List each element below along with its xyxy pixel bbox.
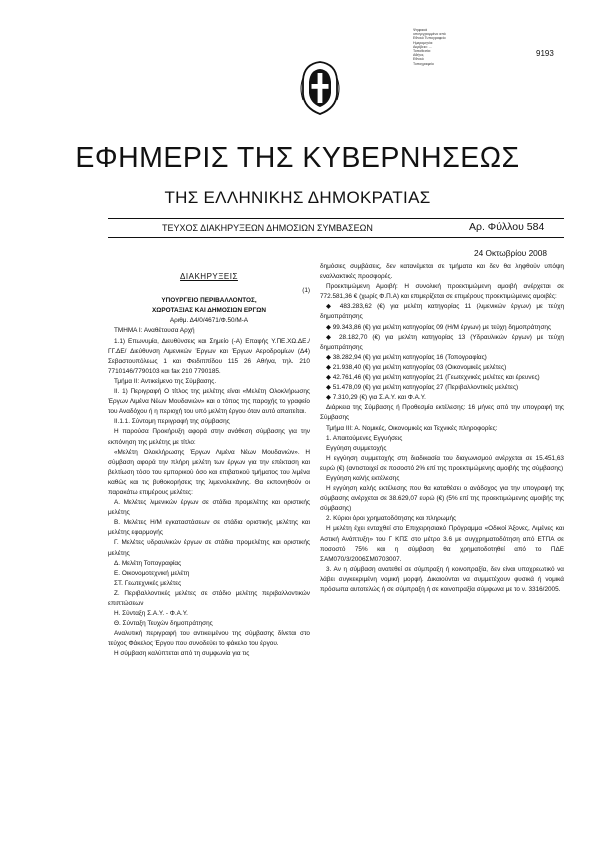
paragraph: Η παρούσα Προκήρυξη αφορά στην ανάθεση σύμβασης για την εκπόνηση της μελέτης με τίτλο: [108, 428, 310, 446]
right-column [320, 262, 564, 595]
paragraph: 1.1) Επωνυμία, Διευθύνσεις και Σημείο (-Α) Επαφής Υ.ΠΕ.ΧΩ.ΔΕ./ ΓΓ.ΔΕ/ Διεύθυνση Λιμενικών Έργων και Έργων Αεροδρομίων (Δ4) Σεβαστουπόλεως 1 και Φειδιππίδου 115 26 Αθήνα, τηλ. 210 7710146/7790103 και fax 210 7790185. [108, 337, 310, 375]
paragraph: Γ. Μελέτες υδραυλικών έργων σε στάδια προμελέτης και οριστικής μελέτης [108, 539, 310, 557]
paragraph: Ε. Οικονομοτεχνική μελέτη [114, 569, 190, 577]
greek-coat-of-arms-icon [300, 58, 340, 116]
stamp-line: Ημερομηνία: [413, 40, 434, 45]
announcement-number: (1) [302, 287, 310, 295]
paragraph: Διάρκεια της Σύμβασης ή Προθεσμία εκτέλεσης: 16 μήνες από την υπογραφή της Σύμβασης [320, 404, 564, 422]
paragraph: Δ. Μελέτη Τοπογραφίας [114, 559, 182, 567]
stamp-line: Τυπογραφείο [413, 61, 434, 66]
paragraph: Η σύμβαση καλύπτεται από τη συμφωνία για τις [114, 650, 250, 658]
digital-signature-stamp [413, 28, 475, 66]
paragraph: «Μελέτη Ολοκλήρωσης Έργων Λιμένα Νέων Μουδανιών». Η σύμβαση αφορά την πλήρη μελέτη των έργων για την επέκταση και βελτίωση τόσο του εμπορικού όσο και επιβατικού τμήματος του λιμένα καθώς και τις βυθοκορήσεις της λιμενολεκάνης. Θα εκπονηθούν οι παρακάτω επιμέρους μελέτες: [108, 448, 310, 496]
stamp-line: Ψηφιακά [413, 28, 428, 32]
paragraph: ΙΙ.1.1. Σύντομη περιγραφή της σύμβασης [114, 418, 230, 426]
left-column [108, 262, 310, 660]
paragraph: Εγγύηση συμμετοχής [326, 444, 387, 452]
issue-type: ΤΕΥΧΟΣ ΔΙΑΚΗΡΥΞΕΩΝ ΔΗΜΟΣΙΩΝ ΣΥΜΒΑΣΕΩΝ [162, 223, 373, 233]
stamp-line: Αθήνα, [413, 53, 425, 58]
paragraph: Προεκτιμώμενη Αμοιβή: Η συνολική προεκτιμώμενη αμοιβή ανέρχεται σε 772.581,36 € (χωρίς Φ.Π.Α) και επιμερίζεται σε επιμέρους προεκτιμώμενες αμοιβές: [320, 283, 564, 301]
paragraph: Τμήμα ΙΙ: Αντικείμενο της Σύμβασης. [114, 377, 217, 385]
stamp-line: υπογεγραμμένο από [413, 32, 446, 37]
fee-item: ◆ 99.343,86 (€) για μελέτη κατηγορίας 09 (Η/Μ έργων) με τεύχη δημοπράτησης [326, 323, 552, 331]
paragraph: Αναλυτική περιγραφή του αντικειμένου της σύμβασης δίνεται στο τεύχος Φάκελος Έργου που συνοδεύει το φάκελο του έργου. [108, 630, 310, 648]
paragraph: Θ. Σύνταξη Τευχών δημοπράτησης [114, 620, 213, 628]
paragraph: 3. Αν η σύμβαση ανατεθεί σε σύμπραξη ή κοινοπραξία, δεν είναι υποχρεωτικό να λάβει συγκεκριμένη νομική μορφή. Δικαιούνται να συμμετέχουν φυσικά ή νομικά πρόσωπα αυτοτελώς ή σε σύμπραξη ή σε κοινοπραξία σύμφωνα με το ν. 3316/2005. [320, 565, 564, 593]
fee-item: ◆ 38.282,94 (€) για μελέτη κατηγορίας 16 (Τοπογραφίας) [326, 353, 487, 361]
paragraph: Τμήμα ΙΙΙ: Α. Νομικές, Οικονομικές και Τεχνικές πληροφορίες: [326, 424, 498, 432]
stamp-line: Εθνικό [413, 57, 424, 62]
paragraph: 2. Κύριοι όροι χρηματοδότησης και πληρωμής [326, 515, 457, 523]
paragraph: Β. Μελέτες Η/Μ εγκαταστάσεων σε στάδια οριστικής μελέτης και μελέτης εφαρμογής [108, 519, 310, 537]
paragraph: Η μελέτη έχει ενταχθεί στο Επιχειρησιακό Πρόγραμμα «Οδικοί Άξονες, Λιμένες και Αστική Ανάπτυξη» του Γ ΚΠΣ στο μέτρο 3.6 με συγχρηματοδότηση από ΕΤΠΑ σε ποσοστό 75% και η σύμβαση θα χρηματοδοτηθεί από το ΠΔΕ ΣΑΜ070/3/2006ΣΜ0703007. [320, 525, 564, 563]
fee-item: ◆ 42.761,46 (€) για μελέτη κατηγορίας 21 (Γεωτεχνικές μελέτες και έρευνες) [326, 374, 540, 382]
fee-item: ◆ 483.283,62 (€) για μελέτη κατηγορίας 11 (λιμενικών έργων) με τεύχη δημοπράτησης [320, 303, 564, 321]
header-divider-top [108, 218, 564, 219]
section-heading: ΔΙΑΚΗΡΥΞΕΙΣ [180, 272, 238, 281]
sheet-number: Αρ. Φύλλου 584 [469, 221, 545, 233]
reference-number: Αριθμ. Δ4/0/4671/Φ.50/Μ-Α [169, 317, 249, 325]
stamp-line: Εθνικό Τυπογραφείο [413, 36, 446, 41]
paragraph: Ζ. Περιβαλλοντικές μελέτες σε στάδιο μελέτης περιβαλλοντικών επιπτώσεων [108, 589, 310, 607]
paragraph: Η. Σύνταξη Σ.Α.Υ. - Φ.Α.Υ. [114, 610, 188, 618]
fee-item: ◆ 7.310,29 (€) για Σ.Α.Υ. και Φ.Α.Υ. [326, 394, 426, 402]
paragraph: Α. Μελέτες λιμενικών έργων σε στάδια προμελέτης και οριστικής μελέτης [108, 499, 310, 517]
paragraph: ΤΜΗΜΑ Ι: Αναθέτουσα Αρχή [114, 327, 195, 335]
paragraph: Εγγύηση καλής εκτέλεσης [326, 474, 400, 482]
paragraph: 1. Απαιτούμενες Εγγυήσεις [326, 434, 403, 442]
header-divider-bottom [108, 237, 564, 238]
stamp-line: Τοποθεσία: [413, 49, 431, 54]
paragraph: δημόσιες συμβάσεις, δεν κατανέμεται σε τμήματα και δεν θα ληφθούν υπόψη εναλλακτικές προσφορές. [320, 263, 564, 281]
paragraph: ΙΙ. 1) Περιγραφή Ο τίτλος της μελέτης είναι «Μελέτη Ολοκλήρωσης Έργων Λιμένα Νέων Μουδανιών» και ο τόπος της παροχής το γραφείο του Αναδόχου ή η περιοχή του υπό μελέτη έργου όταν αυτό απαιτείται. [108, 388, 310, 416]
fee-item: ◆ 51.478,09 (€) για μελέτη κατηγορίας 27 (Περιβαλλοντικές μελέτες) [326, 384, 519, 392]
gazette-title: ΕΦΗΜΕΡΙΣ ΤΗΣ ΚΥΒΕΡΝΗΣΕΩΣ [75, 142, 520, 174]
gazette-subtitle: ΤΗΣ ΕΛΛΗΝΙΚΗΣ ΔΗΜΟΚΡΑΤΙΑΣ [164, 188, 431, 207]
stamp-line: Ακρίβεια: ... [413, 44, 432, 49]
paragraph: Η εγγύηση συμμετοχής στη διαδικασία του διαγωνισμού ανέρχεται σε 15.451,63 ευρώ (€) (αντιστοιχεί σε ποσοστό 2% επί της προεκτιμώμενης αμοιβής της σύμβασης) [320, 454, 564, 472]
page-number: 9193 [536, 49, 554, 58]
paragraph: ΣΤ. Γεωτεχνικές μελέτες [114, 579, 182, 587]
ministry-name: ΥΠΟΥΡΓΕΙΟ ΠΕΡΙΒΑΛΛΟΝΤΟΣ, [161, 297, 257, 305]
fee-item: ◆ 21.938,40 (€) για μελέτη κατηγορίας 03 (Οικονομικές μελέτες) [326, 363, 507, 371]
fee-item: ◆ 28.182,70 (€) για μελέτη κατηγορίας 13 (Υδραυλικών έργων) με τεύχη δημοπράτησης [320, 333, 564, 351]
paragraph: Η εγγύηση καλής εκτέλεσης που θα καταθέσει ο ανάδοχος για την υπογραφή της σύμβασης ανέρχεται σε 38.629,07 ευρώ (€) (5% επί της προεκτιμώμενης αμοιβής της σύμβασης) [320, 485, 564, 513]
issue-date: 24 Οκτωβρίου 2008 [474, 248, 548, 258]
ministry-name: ΧΩΡΟΤΑΞΙΑΣ ΚΑΙ ΔΗΜΟΣΙΩΝ ΕΡΓΩΝ [151, 307, 267, 315]
